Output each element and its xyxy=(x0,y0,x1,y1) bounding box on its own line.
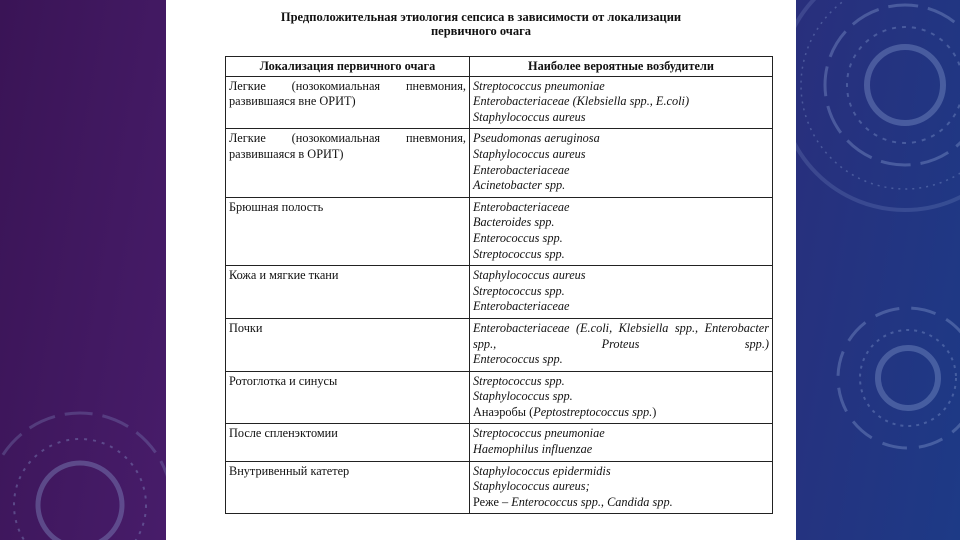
pathogen: Enterobacteriaceae xyxy=(473,162,570,177)
pathogen-anaerobes xyxy=(473,405,769,421)
table-row xyxy=(226,76,773,129)
pathogen: Staphylococcus aureus; xyxy=(473,479,590,494)
pathogen: Streptococcus pneumoniae xyxy=(473,78,605,93)
cell-pathogens xyxy=(470,76,773,129)
pathogen: Acinetobacter spp. xyxy=(473,178,566,193)
table-row xyxy=(226,197,773,265)
pathogen: Enterobacteriaceae (E.coli, Klebsiella spp., Enterobacter spp., Proteus spp.) xyxy=(473,320,769,351)
table-row xyxy=(226,424,773,461)
cell-localization: Почки xyxy=(226,318,470,371)
cell-pathogens xyxy=(470,424,773,461)
rare-prefix: Реже – xyxy=(473,494,512,509)
pathogen: Staphylococcus spp. xyxy=(473,389,573,404)
table-title xyxy=(226,10,736,38)
cell-pathogens xyxy=(470,266,773,319)
pathogen: Staphylococcus aureus xyxy=(473,109,586,124)
cell-localization: После спленэктомии xyxy=(226,424,470,461)
cell-localization: Легкие (нозокомиальная пневмония, развившаяся в ОРИТ) xyxy=(226,129,470,197)
anaerobes-suffix: ) xyxy=(652,404,657,419)
cell-localization: Кожа и мягкие ткани xyxy=(226,266,470,319)
pathogen: Haemophilus influenzae xyxy=(473,442,593,457)
table-row xyxy=(226,318,773,371)
header-pathogens: Наиболее вероятные возбудители xyxy=(470,57,773,77)
pathogen: Enterococcus spp. xyxy=(473,352,563,367)
cell-pathogens xyxy=(470,371,773,424)
cell-localization: Легкие (нозокомиальная пневмония, развившаяся вне ОРИТ) xyxy=(226,76,470,129)
cell-pathogens xyxy=(470,129,773,197)
pathogen: Bacteroides spp. xyxy=(473,215,555,230)
table-row xyxy=(226,371,773,424)
pathogen: Streptococcus spp. xyxy=(473,373,565,388)
pathogen: Enterobacteriaceae xyxy=(473,199,570,214)
cell-pathogens xyxy=(470,197,773,265)
pathogen: Streptococcus pneumoniae xyxy=(473,426,605,441)
table-row xyxy=(226,129,773,197)
table-title-line1: Предположительная этиология сепсиса в зависимости от локализации xyxy=(280,10,682,24)
table-title-line2: первичного очага xyxy=(430,24,532,38)
cell-localization: Внутривенный катетер xyxy=(226,461,470,514)
anaerobes-prefix: Анаэробы ( xyxy=(473,404,534,419)
pathogen: Enterobacteriaceae (Klebsiella spp., E.coli) xyxy=(473,94,690,109)
pathogen: Enterococcus spp. xyxy=(473,230,563,245)
pathogen-rare xyxy=(473,495,769,511)
pathogen: Staphylococcus aureus xyxy=(473,146,586,161)
cell-localization: Ротоглотка и синусы xyxy=(226,371,470,424)
rare-names: Enterococcus spp., Candida spp. xyxy=(511,494,673,509)
pathogen: Streptococcus spp. xyxy=(473,246,565,261)
pathogen: Streptococcus spp. xyxy=(473,283,565,298)
cell-pathogens xyxy=(470,318,773,371)
table-row xyxy=(226,266,773,319)
table-header-row xyxy=(226,57,773,77)
anaerobes-name: Peptostreptococcus spp. xyxy=(533,404,653,419)
header-localization: Локализация первичного очага xyxy=(226,57,470,77)
pathogen: Enterobacteriaceae xyxy=(473,299,570,314)
etiology-table xyxy=(225,56,773,514)
cell-localization: Брюшная полость xyxy=(226,197,470,265)
table-row xyxy=(226,461,773,514)
pathogen: Staphylococcus epidermidis xyxy=(473,463,611,478)
pathogen: Staphylococcus aureus xyxy=(473,268,586,283)
cell-pathogens xyxy=(470,461,773,514)
document-page xyxy=(166,0,796,540)
pathogen: Pseudomonas aeruginosa xyxy=(473,131,600,146)
